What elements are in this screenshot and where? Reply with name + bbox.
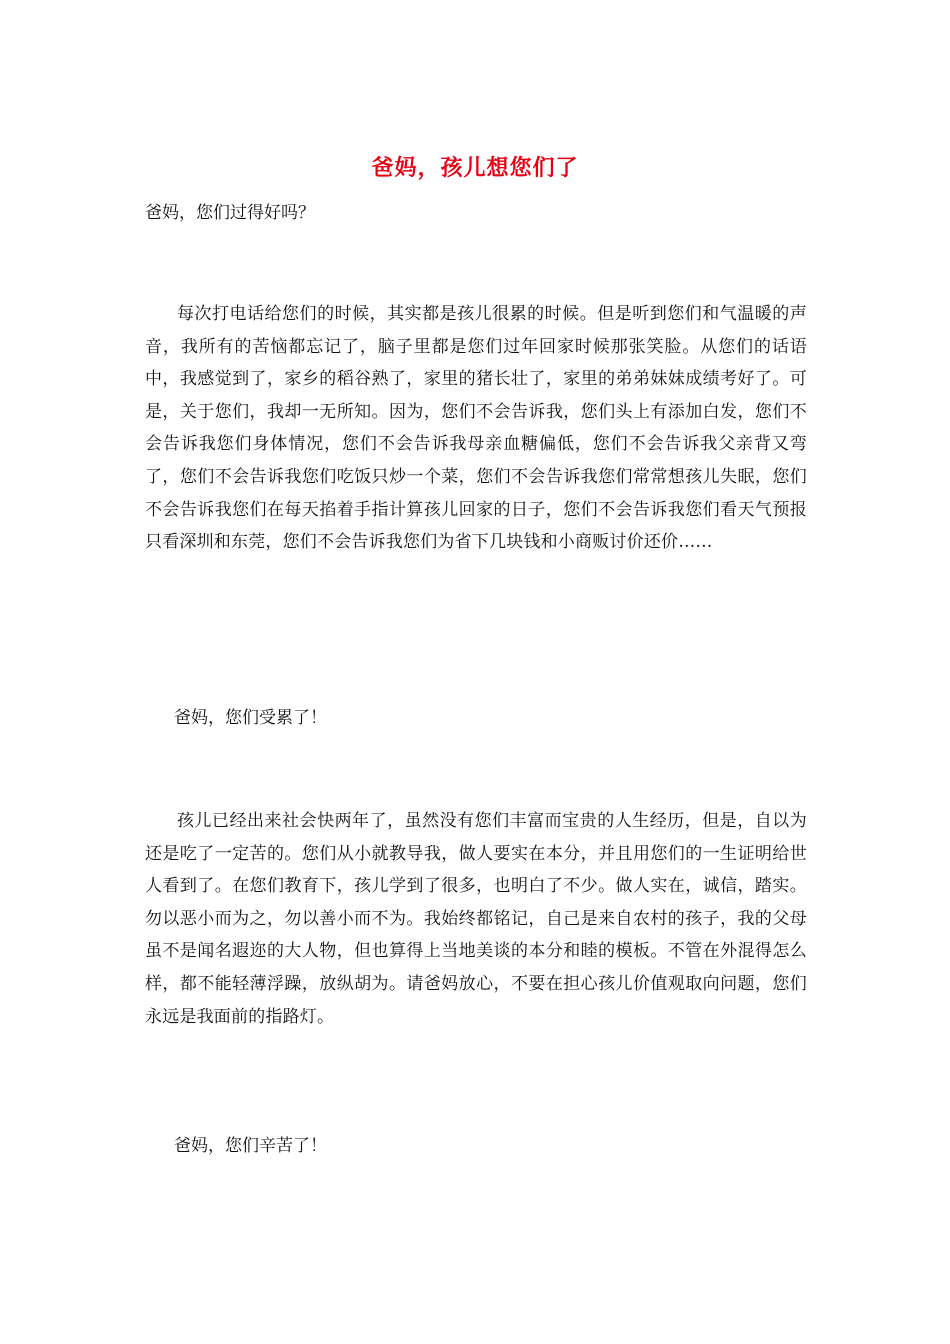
paragraph-1: 每次打电话给您们的时候，其实都是孩儿很累的时候。但是听到您们和气温暖的声音，我所有的苦恼都忘记了，脑子里都是您们过年回家时候那张笑脸。从您们的话语中，我感觉到了，家乡的稻谷熟了，家里的猪长壮了，家里的弟弟妹妹成绩考好了。可是，关于您们，我却一无所知。因为，您们不会告诉我，您们头上有添加白发，您们不会告诉我您们身体情况，您们不会告诉我母亲血糖偏低，您们不会告诉我父亲背又弯了，您们不会告诉我您们吃饭只炒一个菜，您们不会告诉我您们常常想孩儿失眠，您们不会告诉我您们在每天掐着手指计算孩儿回家的日子，您们不会告诉我您们看天气预报只看深圳和东莞，您们不会告诉我您们为省下几块钱和小商贩讨价还价…… (145, 304, 807, 553)
paragraph-2: 孩儿已经出来社会快两年了，虽然没有您们丰富而宝贵的人生经历，但是，自以为还是吃了一定苦的。您们从小就教导我，做人要实在本分，并且用您们的一生证明给世人看到了。在您们教育下，孩儿学到了很多，也明白了不少。做人实在，诚信，踏实。勿以恶小而为之，勿以善小而不为。我始终都铭记，自己是来自农村的孩子，我的父母虽不是闻名遐迩的大人物，但也算得上当地美谈的本分和睦的模板。不管在外混得怎么样，都不能轻薄浮躁，放纵胡为。请爸妈放心，不要在担心孩儿价值观取向问题，您们永远是我面前的指路灯。 (145, 811, 807, 1027)
closing-line-2: 爸妈，您们辛苦了！ (174, 1136, 327, 1156)
closing-line-1: 爸妈，您们受累了！ (174, 708, 327, 728)
page-title: 爸妈，孩儿想您们了 (371, 155, 579, 181)
greeting-line: 爸妈，您们过得好吗？ (145, 203, 315, 223)
